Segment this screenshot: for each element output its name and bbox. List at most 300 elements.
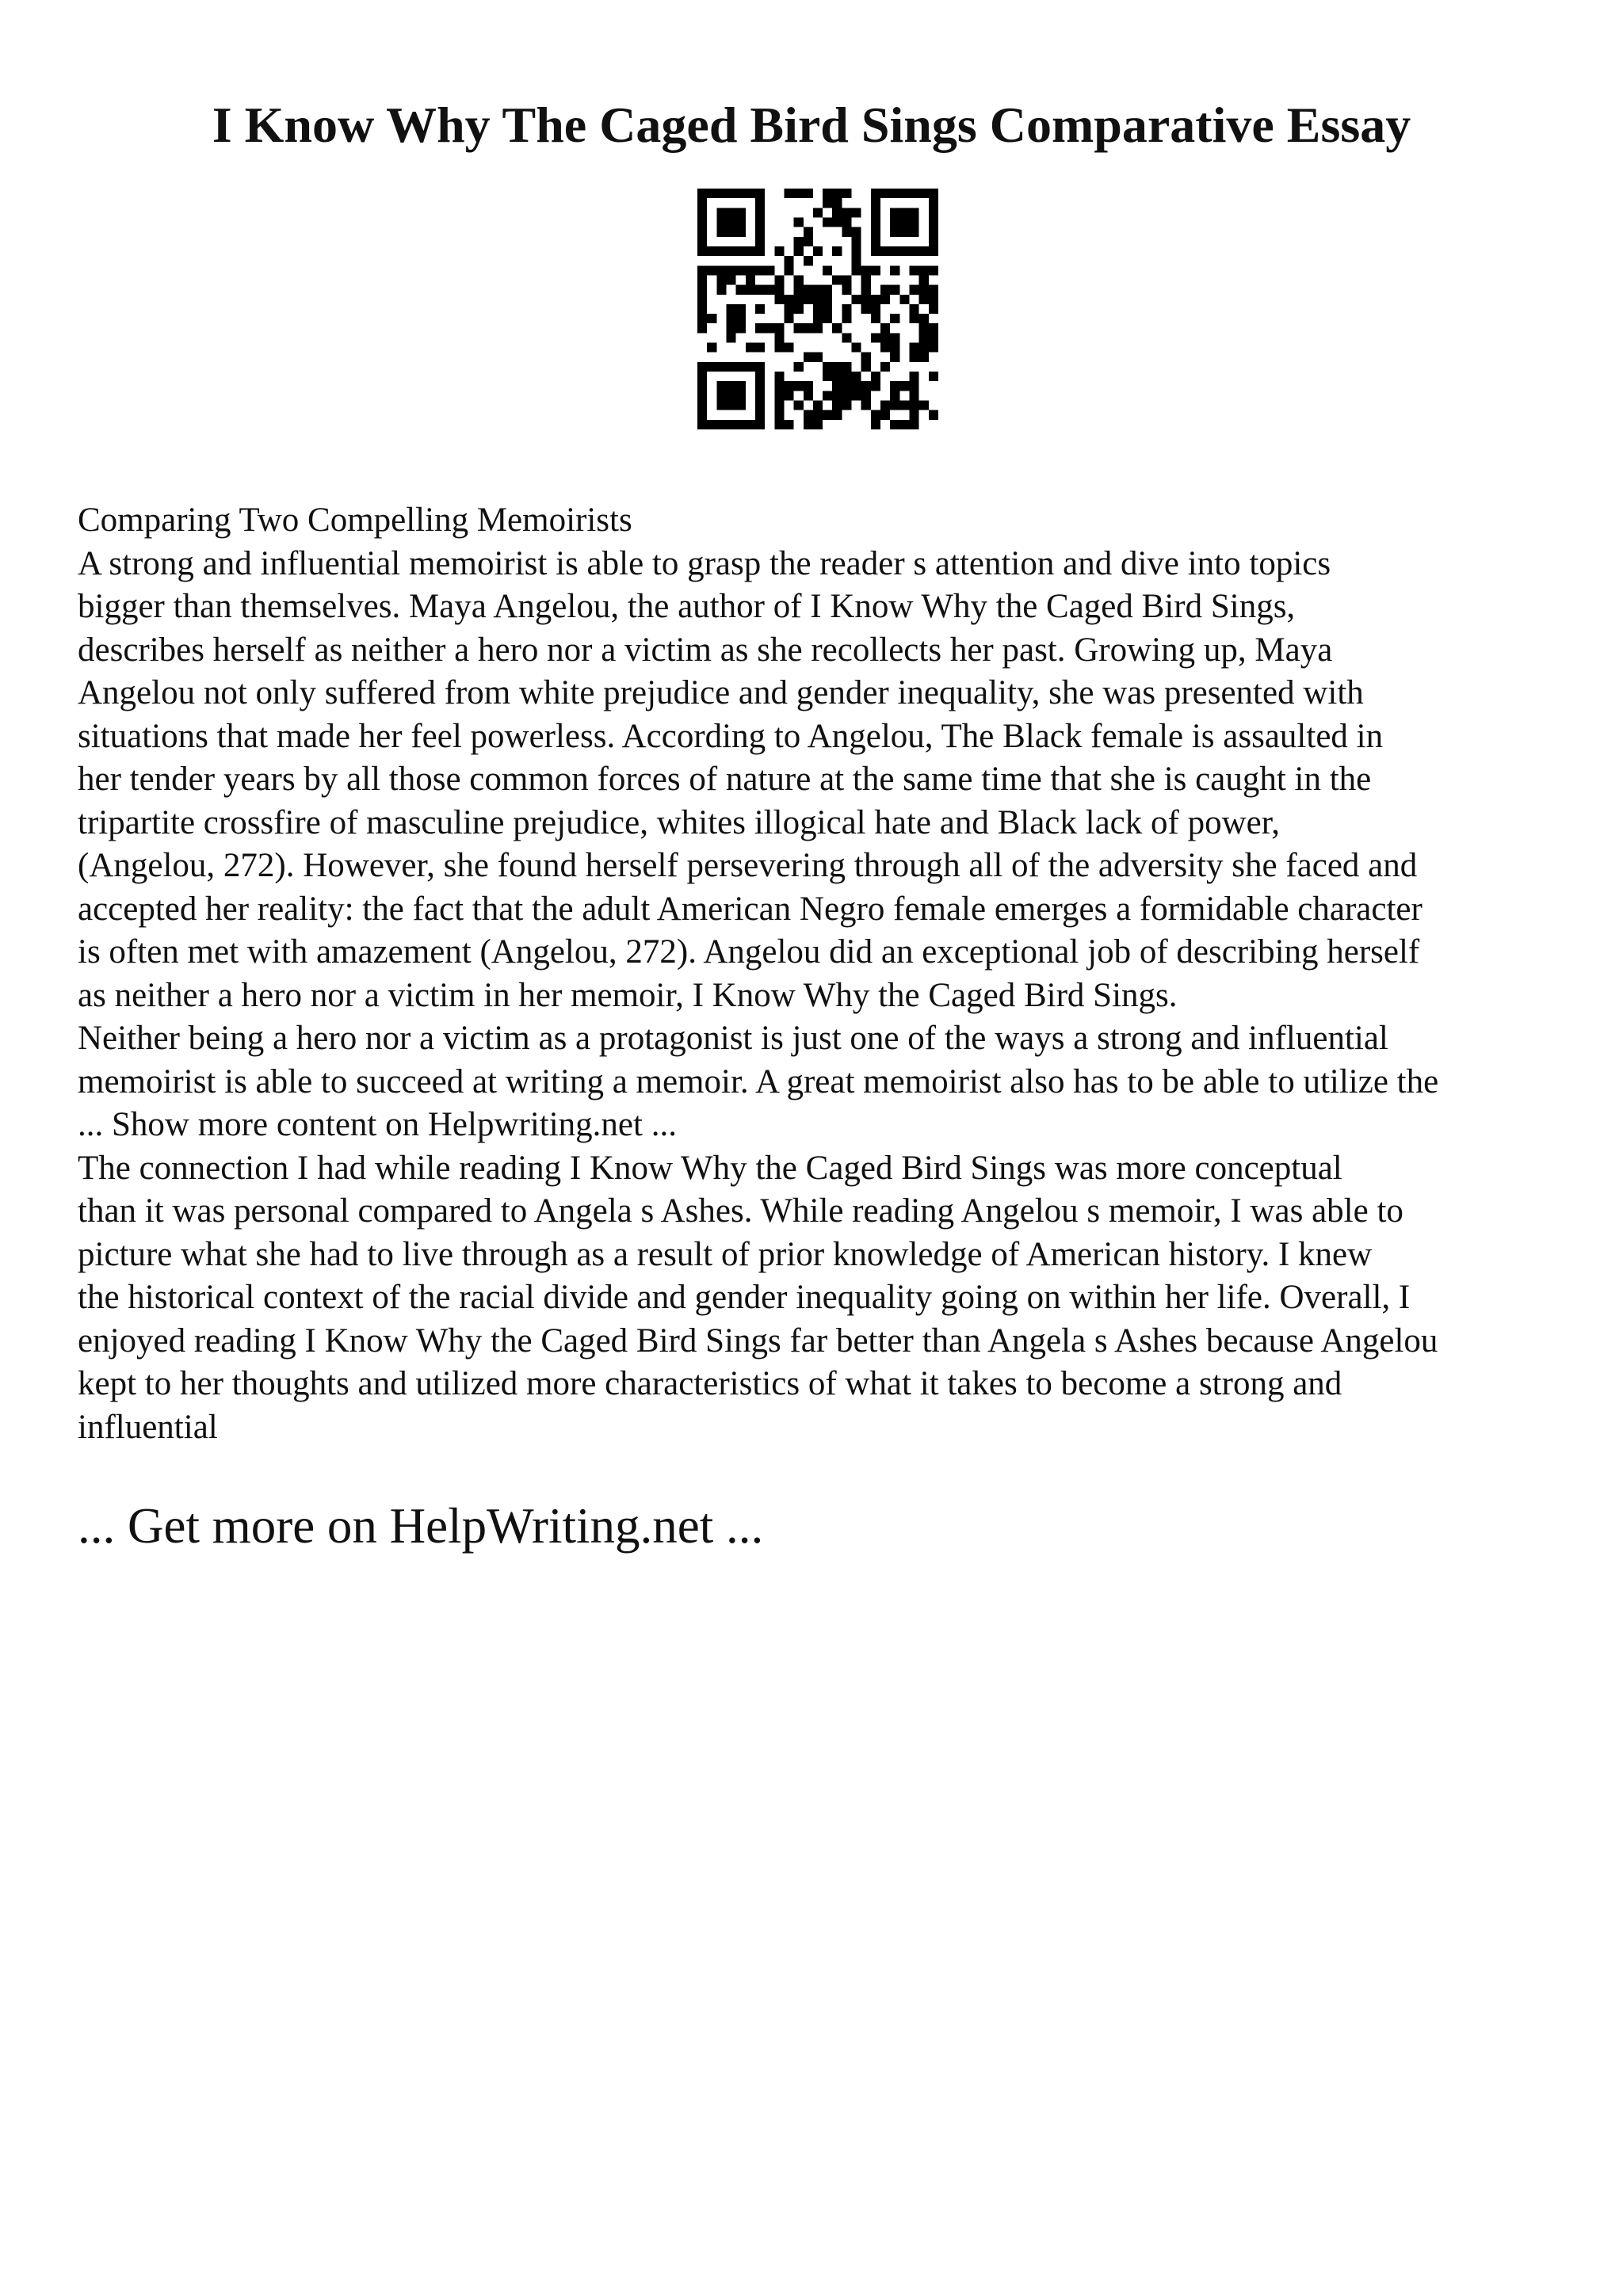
qr-module [746, 343, 755, 353]
qr-module [774, 285, 784, 295]
qr-module [794, 275, 804, 284]
qr-module [852, 381, 861, 391]
qr-module [842, 189, 851, 198]
qr-module [716, 217, 726, 227]
qr-module [755, 189, 765, 198]
qr-module [910, 391, 919, 400]
qr-module [813, 285, 823, 295]
qr-module [774, 275, 784, 284]
qr-module [910, 353, 919, 362]
qr-module [765, 265, 774, 275]
qr-module [716, 227, 726, 237]
qr-module [910, 372, 919, 381]
qr-module [880, 410, 890, 420]
essay-line: describes herself as neither a hero nor a victim as she recollects her past. Growing up, Maya [78, 631, 1333, 669]
qr-module [716, 401, 726, 410]
qr-module [871, 198, 880, 208]
qr-module [890, 353, 899, 362]
qr-module [746, 275, 755, 284]
qr-module [929, 304, 938, 314]
qr-module [774, 420, 784, 429]
qr-module [899, 208, 909, 217]
qr-module [823, 295, 832, 304]
qr-module [929, 237, 938, 246]
qr-module [919, 275, 929, 284]
qr-module [813, 410, 823, 420]
qr-module [697, 314, 707, 323]
qr-module [697, 265, 707, 275]
essay-line: picture what she had to live through as a result of prior knowledge of American history. I knew [78, 1235, 1373, 1273]
qr-module [899, 217, 909, 227]
qr-module [880, 189, 890, 198]
qr-module [726, 265, 735, 275]
qr-module [755, 401, 765, 410]
qr-module [804, 381, 813, 391]
qr-module [871, 265, 880, 275]
show-more-link[interactable]: ... Show more content on Helpwriting.net ... [78, 1106, 677, 1143]
qr-module [765, 285, 774, 295]
qr-module [880, 323, 890, 333]
qr-module [871, 333, 880, 342]
qr-module [774, 246, 784, 256]
qr-module [852, 295, 861, 304]
qr-module [784, 295, 793, 304]
qr-module [880, 295, 890, 304]
qr-module [842, 314, 851, 323]
qr-module [755, 343, 765, 353]
qr-module [726, 304, 735, 314]
qr-code-icon[interactable] [697, 189, 938, 429]
qr-module [832, 381, 842, 391]
qr-module [899, 401, 909, 410]
essay-line: bigger than themselves. Maya Angelou, the author of I Know Why the Caged Bird Sings, [78, 588, 1296, 625]
qr-module [823, 198, 832, 208]
essay-line: situations that made her feel powerless. According to Angelou, The Black female is assaulted in [78, 717, 1384, 755]
qr-module [784, 343, 793, 353]
essay-heading: Comparing Two Compelling Memoirists [78, 502, 632, 539]
qr-module [707, 189, 716, 198]
qr-module [813, 295, 823, 304]
qr-module [736, 420, 746, 429]
qr-module [832, 246, 842, 256]
qr-module [929, 246, 938, 256]
qr-code-graphic [697, 189, 938, 429]
qr-module [852, 372, 861, 381]
qr-module [726, 227, 735, 237]
qr-module [794, 285, 804, 295]
qr-module [736, 391, 746, 400]
qr-module [861, 265, 871, 275]
qr-module [804, 391, 813, 400]
qr-module [890, 246, 899, 256]
qr-module [929, 189, 938, 198]
qr-module [842, 401, 851, 410]
qr-module [707, 265, 716, 275]
qr-module [774, 391, 784, 400]
qr-module [746, 246, 755, 256]
qr-module [707, 362, 716, 372]
essay-line: memoirist is able to succeed at writing a memoir. A great memoirist also has to be able to utilize the [78, 1062, 1439, 1100]
qr-module [890, 189, 899, 198]
qr-module [746, 285, 755, 295]
qr-module [716, 391, 726, 400]
qr-module [794, 217, 804, 227]
essay-line: (Angelou, 272). However, she found herself persevering through all of the adversity she faced and [78, 847, 1418, 884]
qr-module [929, 295, 938, 304]
qr-module [726, 314, 735, 323]
qr-module [861, 353, 871, 362]
qr-module [774, 333, 784, 342]
qr-module [919, 265, 929, 275]
qr-module [832, 198, 842, 208]
qr-module [697, 208, 707, 217]
qr-module [910, 217, 919, 227]
qr-module [890, 420, 899, 429]
qr-module [890, 333, 899, 342]
get-more-link[interactable]: ... Get more on HelpWriting.net ... [78, 1498, 764, 1554]
qr-module [804, 410, 813, 420]
qr-module [852, 265, 861, 275]
qr-module [726, 362, 735, 372]
qr-module [910, 314, 919, 323]
qr-module [880, 362, 890, 372]
qr-module [697, 304, 707, 314]
qr-module [852, 391, 861, 400]
qr-module [832, 217, 842, 227]
qr-module [726, 275, 735, 284]
qr-module [774, 401, 784, 410]
qr-module [707, 246, 716, 256]
qr-module [716, 265, 726, 275]
qr-module [871, 189, 880, 198]
qr-module [910, 285, 919, 295]
qr-module [899, 381, 909, 391]
qr-module [804, 256, 813, 265]
qr-module [784, 304, 793, 314]
essay-line: is often met with amazement (Angelou, 272). Angelou did an exceptional job of describing herself [78, 933, 1420, 971]
qr-module [774, 323, 784, 333]
qr-module [726, 401, 735, 410]
qr-module [852, 227, 861, 237]
qr-module [716, 381, 726, 391]
qr-module [716, 246, 726, 256]
essay-line: enjoyed reading I Know Why the Caged Bird Sings far better than Angela s Ashes because Angelou [78, 1322, 1438, 1360]
qr-module [736, 381, 746, 391]
qr-module [813, 323, 823, 333]
qr-module [784, 391, 793, 400]
qr-module [823, 304, 832, 314]
qr-module [861, 304, 871, 314]
essay-line: Neither being a hero nor a victim as a protagonist is just one of the ways a strong and influential [78, 1020, 1388, 1057]
qr-module [774, 381, 784, 391]
qr-module [755, 208, 765, 217]
qr-module [707, 420, 716, 429]
qr-module [852, 256, 861, 265]
qr-module [861, 401, 871, 410]
qr-module [823, 410, 832, 420]
qr-module [755, 381, 765, 391]
qr-module [794, 189, 804, 198]
qr-module [746, 265, 755, 275]
qr-module [804, 189, 813, 198]
qr-module [697, 362, 707, 372]
qr-module [755, 265, 765, 275]
qr-module [832, 391, 842, 400]
qr-module [861, 285, 871, 295]
qr-module [697, 217, 707, 227]
qr-module [697, 410, 707, 420]
qr-module [813, 401, 823, 410]
qr-module [784, 189, 793, 198]
qr-module [697, 401, 707, 410]
qr-module [794, 362, 804, 372]
qr-module [697, 323, 707, 333]
qr-module [871, 246, 880, 256]
qr-module [736, 314, 746, 323]
qr-module [813, 314, 823, 323]
qr-module [726, 391, 735, 400]
qr-module [697, 391, 707, 400]
qr-module [842, 333, 851, 342]
qr-module [794, 295, 804, 304]
qr-module [736, 285, 746, 295]
qr-module [746, 420, 755, 429]
qr-module [813, 304, 823, 314]
qr-module [707, 314, 716, 323]
qr-module [910, 410, 919, 420]
qr-module [852, 343, 861, 353]
essay-line: The connection I had while reading I Know Why the Caged Bird Sings was more conceptual [78, 1149, 1342, 1187]
qr-module [823, 362, 832, 372]
qr-module [890, 217, 899, 227]
qr-module [861, 391, 871, 400]
qr-module [804, 227, 813, 237]
qr-module [716, 189, 726, 198]
qr-module [880, 285, 890, 295]
qr-module [716, 275, 726, 284]
qr-module [736, 323, 746, 333]
qr-module [697, 237, 707, 246]
qr-module [861, 295, 871, 304]
qr-module [755, 410, 765, 420]
qr-module [842, 391, 851, 400]
qr-module [726, 381, 735, 391]
qr-module [755, 217, 765, 227]
qr-module [804, 237, 813, 246]
qr-module [794, 323, 804, 333]
qr-module [736, 189, 746, 198]
qr-module [716, 208, 726, 217]
qr-module [842, 285, 851, 295]
qr-module [804, 420, 813, 429]
qr-module [746, 362, 755, 372]
qr-module [697, 381, 707, 391]
qr-module [919, 323, 929, 333]
qr-module [813, 208, 823, 217]
qr-module [842, 217, 851, 227]
qr-module [755, 246, 765, 256]
qr-module [842, 304, 851, 314]
qr-module [755, 227, 765, 237]
qr-module [832, 410, 842, 420]
qr-module [784, 256, 793, 265]
qr-module [697, 246, 707, 256]
qr-module [899, 295, 909, 304]
qr-module [813, 420, 823, 429]
qr-module [919, 343, 929, 353]
qr-module [910, 189, 919, 198]
qr-module [910, 227, 919, 237]
qr-module [726, 208, 735, 217]
qr-module [774, 295, 784, 304]
qr-module [899, 246, 909, 256]
qr-module [765, 323, 774, 333]
qr-module [755, 323, 765, 333]
qr-module [910, 304, 919, 314]
document-title: I Know Why The Caged Bird Sings Comparative Essay [212, 97, 1411, 153]
qr-module [726, 420, 735, 429]
qr-module [910, 246, 919, 256]
qr-module [852, 208, 861, 217]
qr-module [929, 265, 938, 275]
qr-module [871, 237, 880, 246]
essay-line: than it was personal compared to Angela s Ashes. While reading Angelou s memoir, I was able to [78, 1192, 1403, 1230]
qr-module [794, 401, 804, 410]
qr-module [755, 198, 765, 208]
qr-module [746, 189, 755, 198]
qr-module [880, 343, 890, 353]
qr-module [910, 401, 919, 410]
qr-module [823, 189, 832, 198]
essay-line: influential [78, 1408, 218, 1446]
qr-module [697, 198, 707, 208]
qr-module [910, 265, 919, 275]
qr-module [736, 362, 746, 372]
qr-module [736, 246, 746, 256]
qr-module [736, 217, 746, 227]
qr-module [832, 323, 842, 333]
qr-module [697, 189, 707, 198]
qr-module [861, 362, 871, 372]
qr-module [823, 217, 832, 227]
qr-module [910, 420, 919, 429]
qr-module [890, 227, 899, 237]
qr-module [726, 246, 735, 256]
qr-module [919, 295, 929, 304]
qr-module [871, 381, 880, 391]
qr-module [890, 391, 899, 400]
qr-module [842, 362, 851, 372]
qr-module [890, 343, 899, 353]
qr-module [890, 208, 899, 217]
qr-module [929, 323, 938, 333]
qr-module [861, 381, 871, 391]
qr-module [890, 285, 899, 295]
qr-module [804, 323, 813, 333]
qr-module [929, 198, 938, 208]
qr-module [784, 420, 793, 429]
qr-module [794, 381, 804, 391]
qr-module [890, 381, 899, 391]
qr-module [716, 285, 726, 295]
qr-module [899, 420, 909, 429]
qr-module [832, 275, 842, 284]
qr-module [929, 343, 938, 353]
qr-module [697, 285, 707, 295]
essay-line: tripartite crossfire of masculine prejudice, whites illogical hate and Black lack of power, [78, 803, 1281, 841]
essay-line: kept to her thoughts and utilized more characteristics of what it takes to become a strong and [78, 1365, 1342, 1402]
qr-module [929, 208, 938, 217]
qr-module [832, 189, 842, 198]
qr-module [726, 323, 735, 333]
qr-module [910, 381, 919, 391]
qr-module [871, 217, 880, 227]
qr-module [707, 343, 716, 353]
qr-module [929, 410, 938, 420]
essay-body [78, 499, 1575, 1449]
qr-module [929, 285, 938, 295]
qr-module [919, 189, 929, 198]
qr-module [813, 353, 823, 362]
qr-module [871, 410, 880, 420]
qr-module [823, 285, 832, 295]
qr-module [823, 314, 832, 323]
qr-module [823, 265, 832, 275]
qr-module [832, 401, 842, 410]
qr-module [813, 246, 823, 256]
qr-module [804, 285, 813, 295]
qr-module [794, 246, 804, 256]
qr-module [861, 275, 871, 284]
qr-module [899, 189, 909, 198]
qr-module [755, 372, 765, 381]
qr-module [871, 314, 880, 323]
qr-module [804, 353, 813, 362]
qr-module [726, 333, 735, 342]
qr-module [871, 295, 880, 304]
qr-module [910, 208, 919, 217]
qr-module [929, 227, 938, 237]
qr-module [755, 237, 765, 246]
qr-module [871, 420, 880, 429]
qr-module [832, 208, 842, 217]
qr-module [871, 304, 880, 314]
qr-module [774, 343, 784, 353]
qr-module [842, 372, 851, 381]
qr-module [755, 304, 765, 314]
qr-module [919, 333, 929, 342]
qr-module [852, 237, 861, 246]
qr-module [919, 401, 929, 410]
qr-module [755, 391, 765, 400]
qr-module [890, 314, 899, 323]
qr-module [880, 401, 890, 410]
qr-module [736, 208, 746, 217]
qr-module [842, 381, 851, 391]
qr-module [726, 217, 735, 227]
qr-module [774, 372, 784, 381]
qr-module [697, 227, 707, 237]
qr-module [794, 304, 804, 314]
qr-module [880, 246, 890, 256]
qr-module [871, 227, 880, 237]
qr-module [697, 372, 707, 381]
essay-line: accepted her reality: the fact that the adult American Negro female emerges a formidable character [78, 890, 1423, 928]
qr-module [910, 343, 919, 353]
qr-module [784, 265, 793, 275]
qr-module [899, 227, 909, 237]
essay-line: Angelou not only suffered from white prejudice and gender inequality, she was presented with [78, 674, 1364, 711]
